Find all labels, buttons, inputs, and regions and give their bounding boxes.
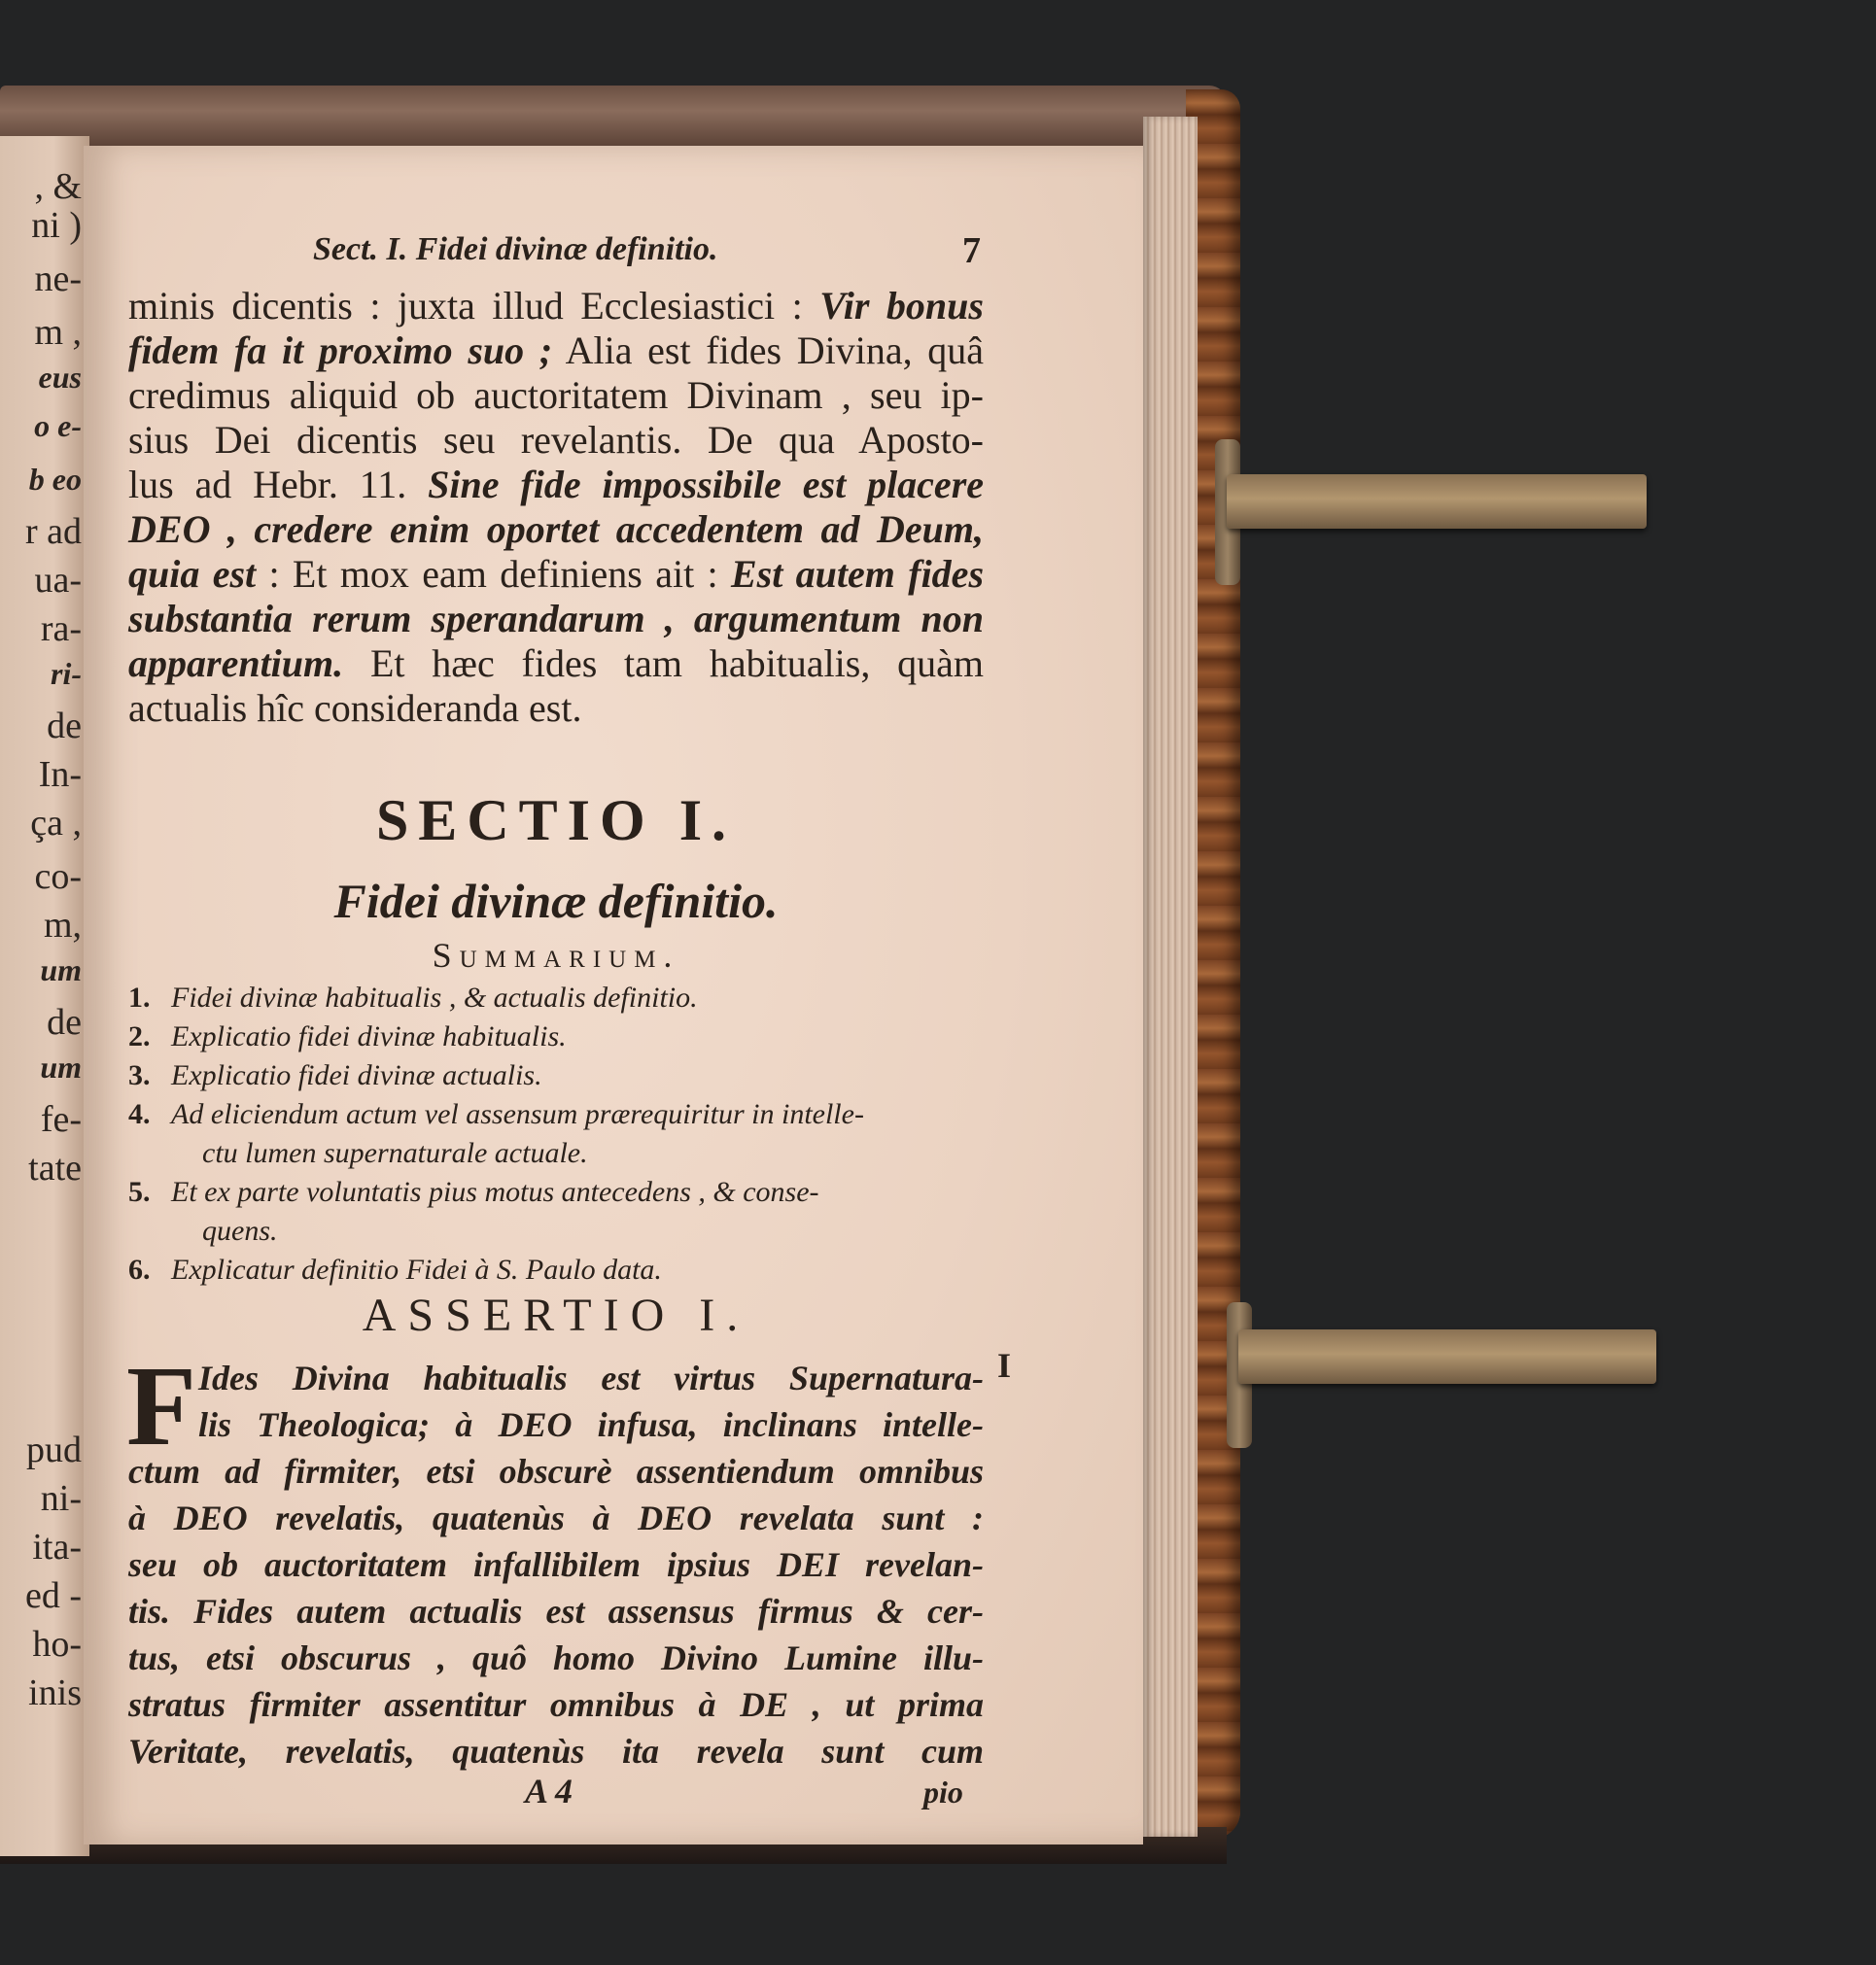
left-page-fragment: de xyxy=(47,1002,82,1043)
text-segment: fidem fa it proximo suo ; xyxy=(128,328,553,372)
assertio-line: stratus firmiter assentitur omnibus à DE , ut prima xyxy=(128,1685,984,1724)
text-line xyxy=(128,552,984,597)
summary-item xyxy=(128,1098,864,1131)
summary-item-text: Fidei divinæ habitualis , & actualis definitio. xyxy=(171,982,698,1014)
text-segment: lus ad Hebr. 11. xyxy=(128,463,429,506)
summary-item-text: Explicatio fidei divinæ habitualis. xyxy=(171,1020,567,1052)
summary-item xyxy=(128,1254,662,1287)
left-page-fragment: eus xyxy=(38,360,82,395)
summary-item-continuation: quens. xyxy=(202,1215,278,1247)
left-page-fragment: m , xyxy=(34,312,82,353)
summary-item-number: 4. xyxy=(128,1098,151,1130)
text-segment: : Et mox eam definiens ait : xyxy=(256,552,731,596)
summary-item-number: 6. xyxy=(128,1254,151,1286)
summary-item-number: 1. xyxy=(128,982,151,1014)
summary-item-text: Explicatur definitio Fidei à S. Paulo data. xyxy=(171,1254,662,1286)
left-page-fragment: ra- xyxy=(40,608,82,649)
assertio-line: lis Theologica; à DEO infusa, inclinans intelle- xyxy=(198,1405,984,1444)
lower-clasp xyxy=(1238,1329,1656,1384)
assertio-line: ctum ad firmiter, etsi obscurè assentiendum omnibus xyxy=(128,1452,984,1491)
text-line xyxy=(128,463,984,507)
text-segment: minis dicentis : juxta illud Ecclesiastici : xyxy=(128,284,820,328)
assertio-line: à DEO revelatis, quatenùs à DEO revelata sunt : xyxy=(128,1499,984,1537)
section-heading: SECTIO I. xyxy=(375,788,737,852)
text-segment: sius Dei dicentis seu revelantis. De qua Aposto- xyxy=(128,418,984,462)
page-number: 7 xyxy=(962,230,981,271)
left-page-fragment: r ad xyxy=(24,511,82,552)
left-page-fragment: um xyxy=(40,952,82,987)
left-page-fragment: o e- xyxy=(34,408,82,443)
text-segment: credimus aliquid ob auctoritatem Divinam , seu ip- xyxy=(128,373,984,417)
summary-item-number: 2. xyxy=(128,1020,151,1052)
left-page-fragment: de xyxy=(47,706,82,746)
text-line xyxy=(128,418,984,463)
text-segment: Est autem fides xyxy=(730,552,985,596)
assertio-line: seu ob auctoritatem infallibilem ipsius DEI revelan- xyxy=(128,1545,984,1584)
book-cover-top xyxy=(0,86,1227,148)
section-subheading: Fidei divinæ definitio. xyxy=(333,874,779,928)
assertio-line: tus, etsi obscurus , quô homo Divino Lumine illu- xyxy=(128,1638,984,1677)
assertio-line: Ides Divina habitualis est virtus Supernatura- xyxy=(198,1359,984,1397)
text-line xyxy=(128,641,984,686)
left-page-fragment: , & xyxy=(34,166,82,207)
summary-item-continuation: ctu lumen supernaturale actuale. xyxy=(202,1137,588,1169)
upper-clasp xyxy=(1227,474,1647,529)
summary-heading: Summarium. xyxy=(432,936,680,975)
left-page-fragment: um xyxy=(40,1050,82,1085)
left-page-fragment: tate xyxy=(28,1148,82,1189)
summary-item-text: Explicatio fidei divinæ actualis. xyxy=(171,1059,542,1091)
text-segment: DEO , credere enim oportet accedentem ad Deum, xyxy=(128,507,984,551)
left-page-fragment: ed - xyxy=(24,1575,82,1616)
assertio-heading: ASSERTIO I. xyxy=(362,1290,750,1341)
text-segment: Alia est fides Divina, quâ xyxy=(552,328,985,372)
page-stack-edge xyxy=(1143,117,1198,1837)
left-page-fragment: ho- xyxy=(32,1624,82,1665)
summary-item xyxy=(128,982,698,1015)
left-page-fragment: b eo xyxy=(28,462,82,497)
summary-item-number: 5. xyxy=(128,1176,151,1208)
left-page-fragment: m, xyxy=(43,905,82,946)
text-line xyxy=(128,373,984,418)
drop-cap: F xyxy=(126,1342,197,1469)
text-segment: apparentium. xyxy=(128,641,344,685)
margin-number: I xyxy=(997,1346,1012,1385)
text-segment: Vir bonus xyxy=(819,284,984,328)
summary-item-number: 3. xyxy=(128,1059,151,1091)
text-line xyxy=(128,284,984,328)
left-page-fragment: fe- xyxy=(40,1099,82,1140)
left-page xyxy=(0,136,89,1856)
left-page-fragment: co- xyxy=(34,856,82,897)
text-segment: actualis hîc consideranda est. xyxy=(128,686,582,730)
left-page-fragment: pud xyxy=(26,1430,82,1470)
text-line xyxy=(128,507,984,552)
text-segment: Sine fide impossibile est placere xyxy=(428,463,985,506)
summary-item xyxy=(128,1176,819,1209)
summary-item xyxy=(128,1020,567,1053)
running-head: Sect. I. Fidei divinæ definitio. xyxy=(313,231,718,267)
text-segment: quia est xyxy=(128,552,257,596)
catchword: pio xyxy=(923,1775,963,1810)
assertio-line: Veritate, revelatis, quatenùs ita revela sunt cum xyxy=(128,1732,984,1771)
left-page-fragment: ça , xyxy=(30,803,82,844)
summary-item xyxy=(128,1059,542,1092)
signature-mark: A 4 xyxy=(525,1772,573,1810)
left-page-fragment: inis xyxy=(28,1672,82,1713)
left-page-fragment: ni ) xyxy=(31,205,82,246)
text-segment: Et hæc fides tam habitualis, quàm xyxy=(343,641,984,685)
left-page-fragment: ni- xyxy=(40,1478,82,1519)
assertio-line: tis. Fides autem actualis est assensus firmus & cer- xyxy=(128,1592,984,1631)
left-page-fragment: ri- xyxy=(51,656,82,691)
text-line xyxy=(128,328,984,373)
left-page-fragment: ne- xyxy=(34,259,82,299)
summary-item-text: Et ex parte voluntatis pius motus antecedens , & conse- xyxy=(171,1176,819,1208)
text-segment: substantia rerum sperandarum , argumentum non xyxy=(128,597,984,640)
left-page-fragment: ita- xyxy=(32,1527,82,1568)
left-page-fragment: ua- xyxy=(34,560,82,601)
text-line xyxy=(128,597,984,641)
summary-item-text: Ad eliciendum actum vel assensum prærequiritur in intelle- xyxy=(171,1098,864,1130)
left-page-fragment: In- xyxy=(38,754,82,795)
text-line xyxy=(128,686,984,731)
